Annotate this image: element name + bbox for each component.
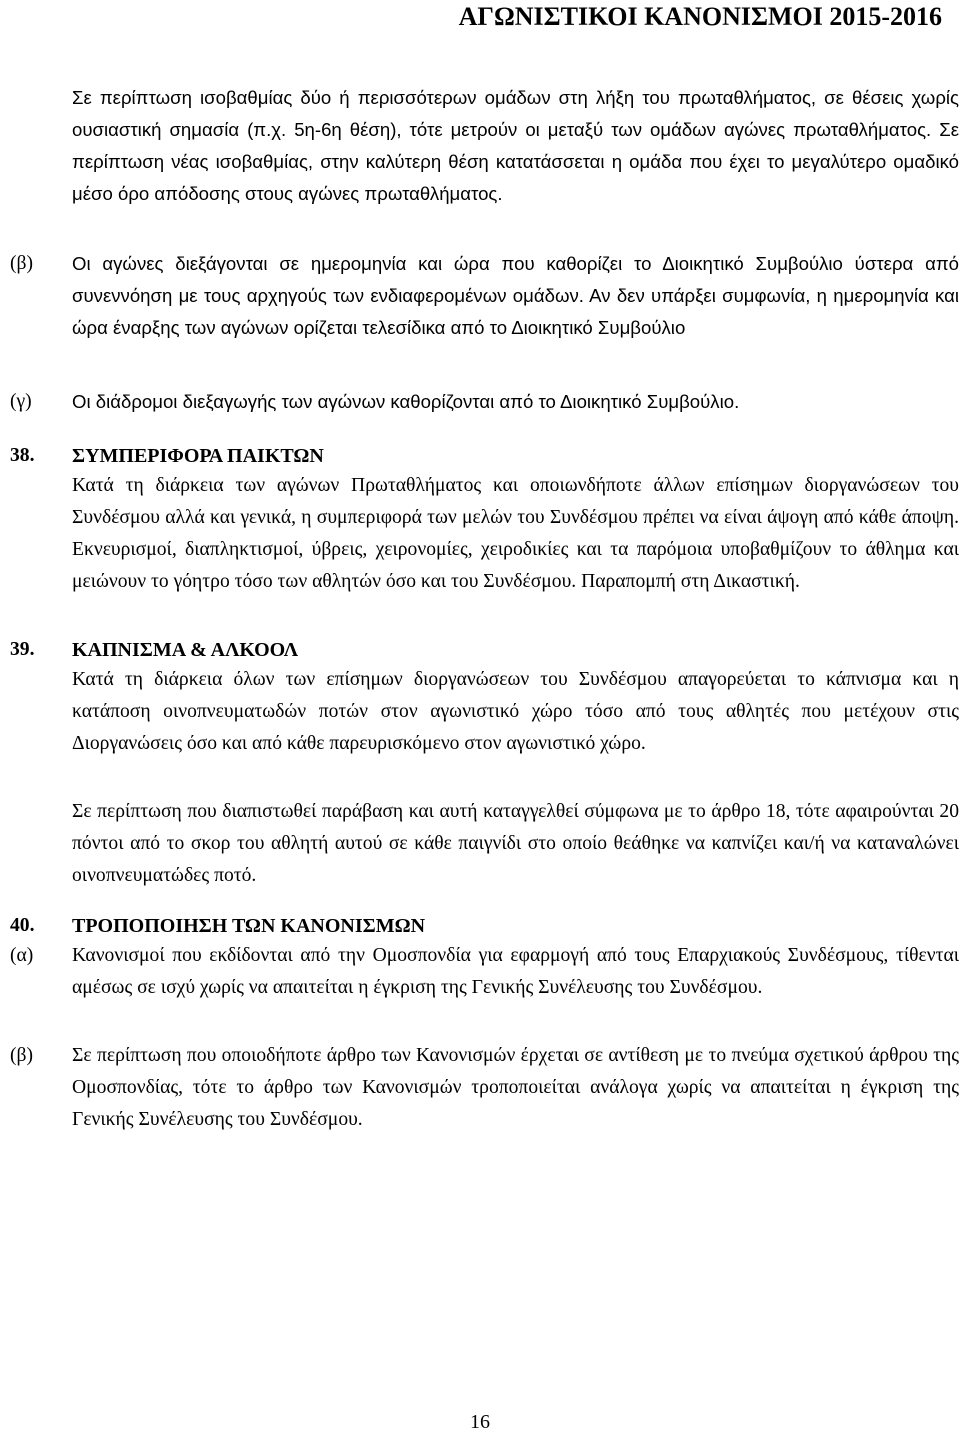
section-39-title: ΚΑΠΝΙΣΜΑ & ΑΛΚΟΟΛ <box>72 639 299 661</box>
section-39-number: 39. <box>10 639 35 660</box>
item-c-paragraph: Οι διάδρομοι διεξαγωγής των αγώνων καθορίζονται από το Διοικητικό Συμβούλιο. <box>72 391 740 412</box>
section-40-item-b-paragraph: Σε περίπτωση που οποιοδήποτε άρθρο των Κανονισμών έρχεται σε αντίθεση με το πνεύμα σχετικού άρθρου της Ομοσπονδίας, τότε το άρθρο των Κανονισμών τροποποιείται ανάλογα χωρίς να απαιτείται η έγκριση της Γενικής Συνέλευσης του Συνδέσμου. <box>72 1045 959 1130</box>
section-40-item-a-marker: (α) <box>10 945 34 966</box>
section-39-paragraph-2: Σε περίπτωση που διαπιστωθεί παράβαση και αυτή καταγγελθεί σύμφωνα με το άρθρο 18, τότε αφαιρούνται 20 πόντοι από το σκορ του αθλητή αυτού σε κάθε παιγνίδι στο οποίο θεάθηκε να καπνίζει και/ή να καταναλώνει οινοπνευματώδες ποτό. <box>72 801 959 886</box>
section-38-paragraph: Κατά τη διάρκεια των αγώνων Πρωταθλήματος και οποιωνδήποτε άλλων επίσημων διοργανώσεων του Συνδέσμου αλλά και γενικά, η συμπεριφορά των μελών του Συνδέσμου πρέπει να είναι άψογη από κάθε άποψη. Εκνευρισμοί, διαπληκτισμοί, ύβρεις, χειρονομίες, χειροδικίες και τα παρόμοια υποβαθμίζουν το άθλημα και μειώνουν το γόητρο τόσο των αθλητών όσο και του Συνδέσμου. Παραπομπή στη Δικαστική. <box>72 475 959 592</box>
section-40-number: 40. <box>10 915 35 936</box>
section-38-number: 38. <box>10 445 35 466</box>
section-40-title: ΤΡΟΠΟΠΟΙΗΣΗ ΤΩΝ ΚΑΝΟΝΙΣΜΩΝ <box>72 915 426 937</box>
document-header-title: ΑΓΩΝΙΣΤΙΚΟΙ ΚΑΝΟΝΙΣΜΟΙ 2015-2016 <box>458 2 942 31</box>
page-number: 16 <box>470 1411 490 1433</box>
section-39-paragraph-1: Κατά τη διάρκεια όλων των επίσημων διοργανώσεων του Συνδέσμου απαγορεύεται το κάπνισμα και η κατάποση οινοπνευματωδών ποτών στον αγωνιστικό χώρο τόσο από τους αθλητές που μετέχουν στις Διοργανώσεις όσο και από κάθε παρευρισκόμενο στον αγωνιστικό χώρο. <box>72 669 959 754</box>
item-b-marker: (β) <box>10 253 34 274</box>
section-40-item-a-paragraph: Κανονισμοί που εκδίδονται από την Ομοσπονδία για εφαρμογή από τους Επαρχιακούς Συνδέσμους, τίθενται αμέσως σε ισχύ χωρίς να απαιτείται η έγκριση της Γενικής Συνέλευσης του Συνδέσμου. <box>72 945 959 998</box>
section-38-title: ΣΥΜΠΕΡΙΦΟΡΑ ΠΑΙΚΤΩΝ <box>72 445 324 467</box>
intro-paragraph: Σε περίπτωση ισοβαθμίας δύο ή περισσότερων ομάδων στη λήξη του πρωταθλήματος, σε θέσεις χωρίς ουσιαστική σημασία (π.χ. 5η-6η θέση), τότε μετρούν οι μεταξύ των ομάδων αγώνες πρωταθλήματος. Σε περίπτωση νέας ισοβαθμίας, στην καλύτερη θέση κατατάσσεται η ομάδα που έχει το μεγαλύτερο ομαδικό μέσο όρο απόδοσης στους αγώνες πρωταθλήματος. <box>72 87 959 204</box>
item-c-marker: (γ) <box>10 391 32 412</box>
item-b-paragraph: Οι αγώνες διεξάγονται σε ημερομηνία και ώρα που καθορίζει το Διοικητικό Συμβούλιο ύστερα από συνεννόηση με τους αρχηγούς των ενδιαφερομένων ομάδων. Αν δεν υπάρξει συμφωνία, η ημερομηνία και ώρα έναρξης των αγώνων ορίζεται τελεσίδικα από το Διοικητικό Συμβούλιο <box>72 253 959 338</box>
section-40-item-b-marker: (β) <box>10 1045 34 1066</box>
